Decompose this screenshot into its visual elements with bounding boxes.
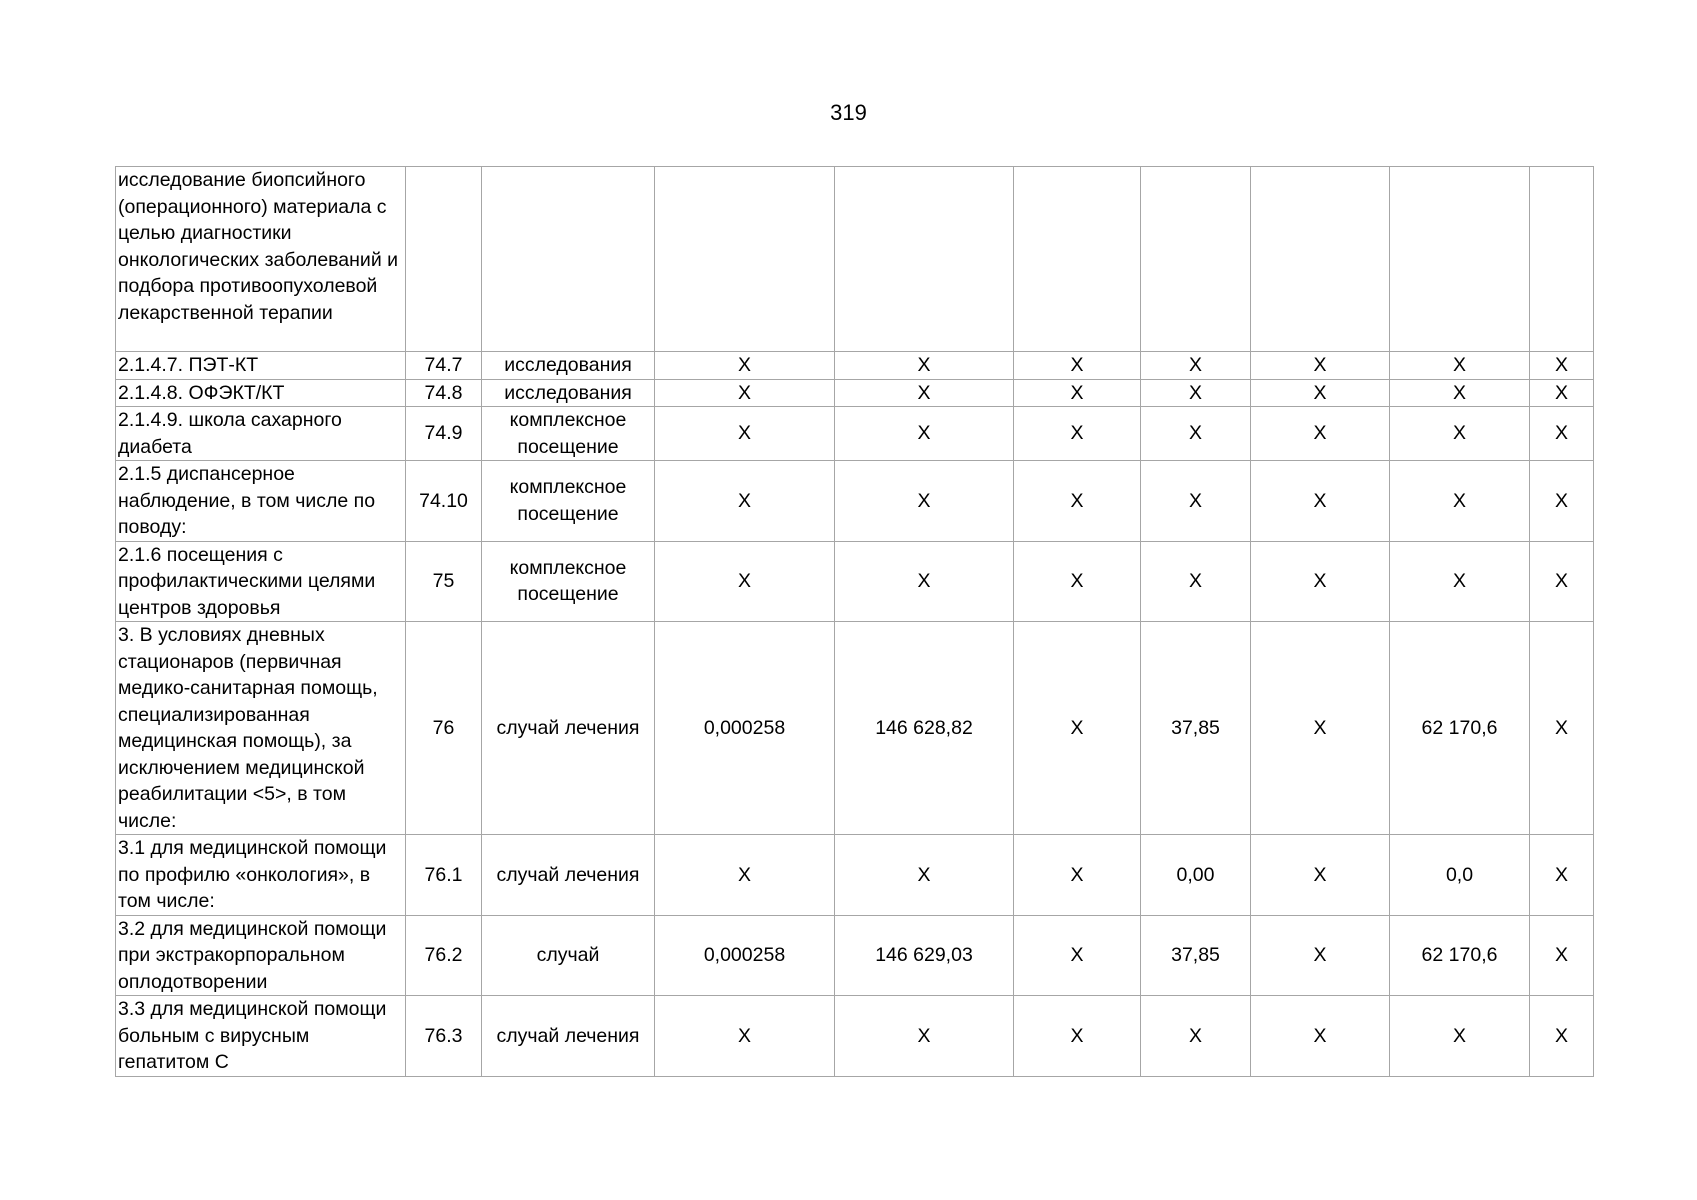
row-value-cell: X [1251, 915, 1390, 996]
row-value-cell [1014, 167, 1141, 352]
row-value-cell: X [1014, 915, 1141, 996]
row-value-cell: X [1251, 407, 1390, 461]
row-value-cell: X [655, 835, 835, 916]
row-value-cell: X [1251, 461, 1390, 542]
row-unit-cell: комплексное посещение [482, 541, 655, 622]
row-unit-cell: комплексное посещение [482, 407, 655, 461]
row-value-cell: X [1141, 541, 1251, 622]
row-value-cell: X [1251, 541, 1390, 622]
table-row [116, 461, 1594, 542]
row-value-cell: X [1251, 379, 1390, 407]
row-value-cell: 0,000258 [655, 622, 835, 835]
row-value-cell: X [1014, 461, 1141, 542]
row-value-cell: X [835, 461, 1014, 542]
row-value-cell: 146 629,03 [835, 915, 1014, 996]
row-unit-cell: комплексное посещение [482, 461, 655, 542]
row-value-cell [1141, 167, 1251, 352]
row-code-cell: 75 [406, 541, 482, 622]
row-unit-cell: случай [482, 915, 655, 996]
row-value-cell: X [1530, 407, 1594, 461]
row-value-cell: X [1251, 622, 1390, 835]
row-value-cell: X [1014, 541, 1141, 622]
row-value-cell: X [1390, 352, 1530, 380]
row-unit-cell [482, 167, 655, 352]
row-value-cell: X [1251, 835, 1390, 916]
row-value-cell: 37,85 [1141, 622, 1251, 835]
table-row [116, 379, 1594, 407]
row-value-cell: X [655, 996, 835, 1077]
row-value-cell: X [1390, 996, 1530, 1077]
row-unit-cell: случай лечения [482, 622, 655, 835]
row-name-cell: 2.1.5 диспансерное наблюдение, в том числе по поводу: [116, 461, 406, 542]
row-code-cell: 74.8 [406, 379, 482, 407]
table-row [116, 915, 1594, 996]
row-value-cell: X [1014, 407, 1141, 461]
row-value-cell: X [1530, 379, 1594, 407]
row-value-cell: X [1530, 835, 1594, 916]
row-code-cell: 74.9 [406, 407, 482, 461]
row-code-cell: 76.3 [406, 996, 482, 1077]
row-value-cell [835, 167, 1014, 352]
row-value-cell: 0,00 [1141, 835, 1251, 916]
row-value-cell: X [1141, 352, 1251, 380]
row-value-cell: X [655, 407, 835, 461]
row-value-cell: X [1014, 622, 1141, 835]
row-value-cell: X [1530, 541, 1594, 622]
row-value-cell: 146 628,82 [835, 622, 1014, 835]
row-value-cell: X [1014, 835, 1141, 916]
row-value-cell: X [1141, 407, 1251, 461]
row-name-cell: исследование биопсийного (операционного) материала с целью диагностики онкологических заболеваний и подбора противоопухолевой лекарственной терапии [116, 167, 406, 352]
table-row [116, 352, 1594, 380]
row-value-cell: X [835, 407, 1014, 461]
row-name-cell: 3.1 для медицинской помощи по профилю «онкология», в том числе: [116, 835, 406, 916]
row-value-cell: X [1530, 996, 1594, 1077]
row-value-cell: X [1141, 996, 1251, 1077]
row-value-cell: X [655, 461, 835, 542]
row-name-cell: 2.1.4.9. школа сахарного диабета [116, 407, 406, 461]
row-value-cell: 0,0 [1390, 835, 1530, 916]
row-value-cell: X [1390, 461, 1530, 542]
row-code-cell [406, 167, 482, 352]
row-code-cell: 76 [406, 622, 482, 835]
row-value-cell: X [1251, 996, 1390, 1077]
table-row [116, 996, 1594, 1077]
row-name-cell: 3. В условиях дневных стационаров (первичная медико-санитарная помощь, специализированная медицинская помощь), за исключением медицинской реабилитации <5>, в том числе: [116, 622, 406, 835]
indicators-table [115, 166, 1594, 1077]
row-value-cell: X [1251, 352, 1390, 380]
row-unit-cell: исследования [482, 352, 655, 380]
row-value-cell: X [835, 352, 1014, 380]
page-number: 319 [830, 100, 867, 125]
row-name-cell: 3.2 для медицинской помощи при экстракорпоральном оплодотворении [116, 915, 406, 996]
row-name-cell: 3.3 для медицинской помощи больным с вирусным гепатитом С [116, 996, 406, 1077]
row-value-cell: 62 170,6 [1390, 622, 1530, 835]
row-value-cell: X [1530, 915, 1594, 996]
row-value-cell: X [835, 996, 1014, 1077]
row-code-cell: 74.10 [406, 461, 482, 542]
table-row [116, 167, 1594, 352]
row-value-cell: 37,85 [1141, 915, 1251, 996]
row-value-cell: X [1141, 379, 1251, 407]
row-code-cell: 74.7 [406, 352, 482, 380]
row-value-cell: X [1530, 461, 1594, 542]
row-value-cell: X [655, 541, 835, 622]
row-value-cell: X [835, 379, 1014, 407]
row-value-cell [1390, 167, 1530, 352]
row-value-cell: X [1390, 541, 1530, 622]
row-value-cell: X [1014, 996, 1141, 1077]
table-row [116, 541, 1594, 622]
row-value-cell [1530, 167, 1594, 352]
row-value-cell: X [835, 835, 1014, 916]
row-value-cell: X [1390, 379, 1530, 407]
table-row [116, 622, 1594, 835]
row-value-cell: 62 170,6 [1390, 915, 1530, 996]
row-value-cell: 0,000258 [655, 915, 835, 996]
row-unit-cell: исследования [482, 379, 655, 407]
row-code-cell: 76.2 [406, 915, 482, 996]
row-value-cell: X [835, 541, 1014, 622]
row-value-cell: X [1530, 622, 1594, 835]
row-value-cell: X [655, 352, 835, 380]
row-value-cell [655, 167, 835, 352]
row-name-cell: 2.1.6 посещения с профилактическими целями центров здоровья [116, 541, 406, 622]
row-unit-cell: случай лечения [482, 996, 655, 1077]
row-name-cell: 2.1.4.7. ПЭТ-КТ [116, 352, 406, 380]
row-code-cell: 76.1 [406, 835, 482, 916]
row-value-cell: X [1014, 379, 1141, 407]
row-value-cell: X [655, 379, 835, 407]
row-value-cell: X [1014, 352, 1141, 380]
row-value-cell: X [1390, 407, 1530, 461]
row-name-cell: 2.1.4.8. ОФЭКТ/КТ [116, 379, 406, 407]
row-unit-cell: случай лечения [482, 835, 655, 916]
row-value-cell: X [1141, 461, 1251, 542]
table-row [116, 835, 1594, 916]
table-row [116, 407, 1594, 461]
row-value-cell: X [1530, 352, 1594, 380]
row-value-cell [1251, 167, 1390, 352]
